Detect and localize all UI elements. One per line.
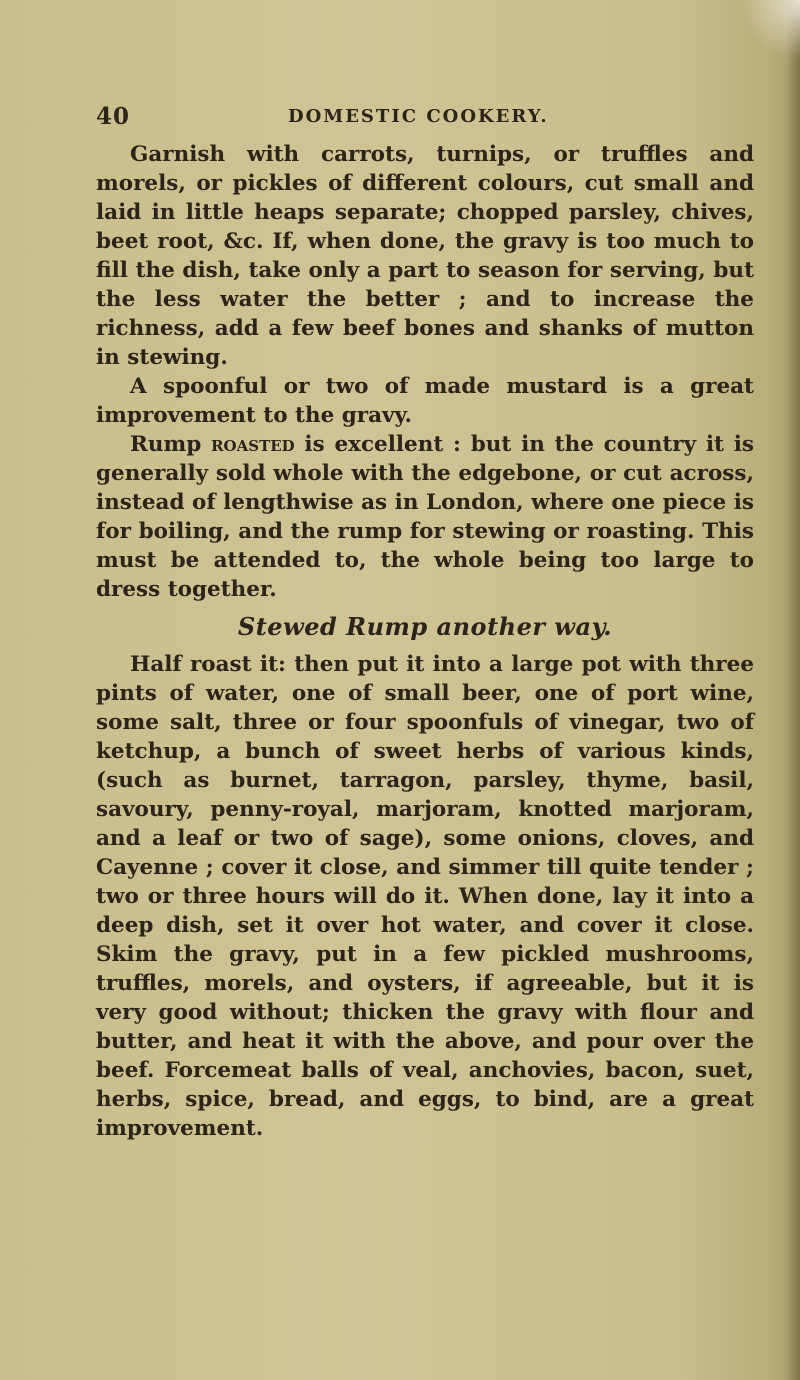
- rump-smallcaps-word: roasted: [211, 432, 295, 457]
- paragraph-garnish: Garnish with carrots, turnips, or truffles and morels, or pickles of different colours, cut small and laid in little heaps separate; chopped parsley, chives, beet root, &c. If, when done, the gravy is too much to fill the dish, take only a part to season for serving, but the less water the better ; and to increase the richness, add a few beef bones and shanks of mutton in stewing.: [96, 142, 754, 370]
- paragraph-mustard: A spoonful or two of made mustard is a great improvement to the gravy.: [96, 374, 754, 428]
- recipe-heading: Stewed Rump another way.: [237, 612, 613, 641]
- page-shadow-edge: [786, 0, 800, 1380]
- rump-lead-word: Rump: [130, 432, 202, 457]
- page-number: 40: [96, 103, 131, 130]
- body-text: [96, 140, 754, 1143]
- running-head: DOMESTIC COOKERY.: [288, 106, 549, 127]
- page-header: [96, 103, 756, 133]
- paragraph-rump-roasted: [96, 430, 754, 604]
- page-corner-fade: [740, 0, 800, 60]
- rump-paragraph-rest: is excellent : but in the country it is generally sold whole with the edgebone, or cut across, instead of lengthwise as in London, where one piece is for boiling, and the rump for stewing or roasting. This must be attended to, the whole being too large to dress together.: [96, 432, 754, 602]
- paragraph-recipe: Half roast it: then put it into a large pot with three pints of water, one of small beer, one of port wine, some salt, three or four spoonfuls of vinegar, two of ketchup, a bunch of sweet herbs of various kinds, (such as burnet, tarragon, parsley, thyme, basil, savoury, penny-royal, marjoram, knotted marjoram, and a leaf or two of sage), some onions, cloves, and Cayenne ; cover it close, and simmer till quite tender ; two or three hours will do it. When done, lay it into a deep dish, set it over hot water, and cover it close. Skim the gravy, put in a few pickled mushrooms, truffles, morels, and oysters, if agreeable, but it is very good without; thicken the gravy with flour and butter, and heat it with the above, and pour over the beef. Forcemeat balls of veal, anchovies, bacon, suet, herbs, spice, bread, and eggs, to bind, are a great improvement.: [96, 652, 754, 1141]
